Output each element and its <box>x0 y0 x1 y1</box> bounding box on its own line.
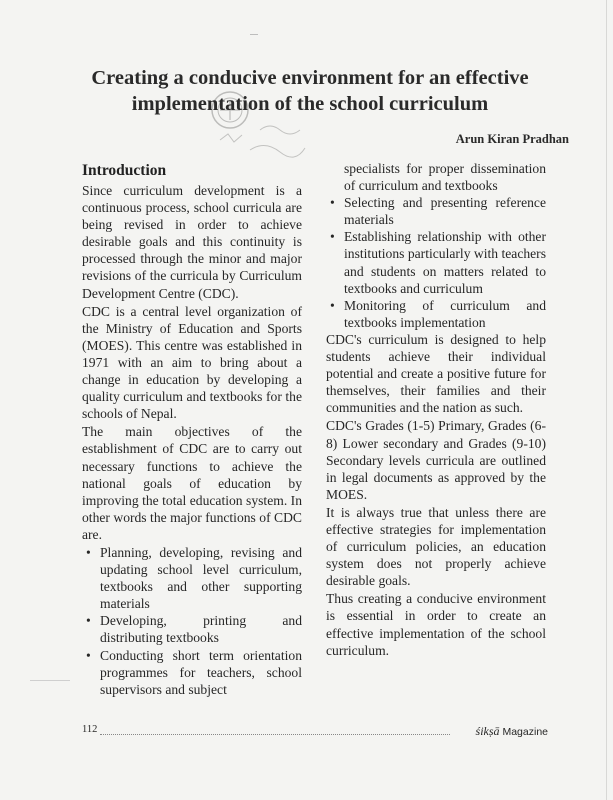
right-column <box>326 160 546 660</box>
function-item: • Planning, developing, revising and updating school level curriculum, textbooks and other supporting materials <box>82 544 302 612</box>
page-number: 112 <box>82 724 98 735</box>
intro-paragraph-2: CDC is a central level organization of the Ministry of Education and Sports (MOES). This centre was established in 1971 with an aim to bring about a change in education by developing a quality curriculum and textbooks for the schools of Nepal. <box>82 303 302 422</box>
margin-mark <box>30 680 70 681</box>
body-paragraph-4: Thus creating a conducive environment is essential in order to create an effective implementation of the school curriculum. <box>326 591 546 658</box>
author-name: Arun Kiran Pradhan <box>455 132 569 146</box>
intro-paragraph-3: The main objectives of the establishment of CDC are to carry out necessary functions to achieve the national goals of education by improving the total education system. In other words the major functions of CDC are. <box>82 424 302 542</box>
article-title-line-2: implementation of the school curriculum <box>131 93 489 115</box>
magazine-name <box>476 724 548 739</box>
intro-paragraph-1: Since curriculum development is a continuous process, school curricula are being revised in order to achieve desirable goals and this continuity is processed through the minor and major revisions of the curricula by Curriculum Development Centre (CDC). <box>82 183 302 301</box>
body-paragraph-1: CDC's curriculum is designed to help students achieve their individual potential and create a positive future for themselves, their families and their communities and the nation as such. <box>326 331 546 416</box>
function-item: • Developing, printing and distributing textbooks <box>82 612 302 646</box>
magazine-name-script: śikṣā <box>475 724 500 738</box>
function-item-continuation: specialists for proper dissemination of curriculum and textbooks <box>344 161 546 194</box>
function-item: • Selecting and presenting reference materials <box>326 194 546 228</box>
body-paragraph-3: It is always true that unless there are effective strategies for implementation of curriculum policies, an education system does not properly achieve desirable goals. <box>326 504 546 589</box>
function-item: • Establishing relationship with other institutions particularly with teachers and students on matters related to textbooks and curriculum <box>326 228 546 296</box>
function-item: • Conducting short term orientation programmes for teachers, school supervisors and subject <box>82 647 302 698</box>
article-title <box>60 65 560 117</box>
body-paragraph-2: CDC's Grades (1-5) Primary, Grades (6-8) Lower secondary and Grades (9-10) Secondary levels curricula are outlined in legal documents as approved by the MOES. <box>326 418 546 502</box>
article-title-line-1: Creating a conducive environment for an effective <box>91 67 529 89</box>
left-column <box>82 160 302 698</box>
scan-mark <box>250 34 258 35</box>
functions-list-right <box>326 194 546 331</box>
scan-edge-line <box>606 0 607 800</box>
functions-list-left <box>82 544 302 698</box>
introduction-heading: Introduction <box>82 162 167 179</box>
function-item: • Monitoring of curriculum and textbooks implementation <box>326 297 546 331</box>
footer-dotted-rule <box>100 734 450 735</box>
magazine-name-word: Magazine <box>502 726 548 738</box>
